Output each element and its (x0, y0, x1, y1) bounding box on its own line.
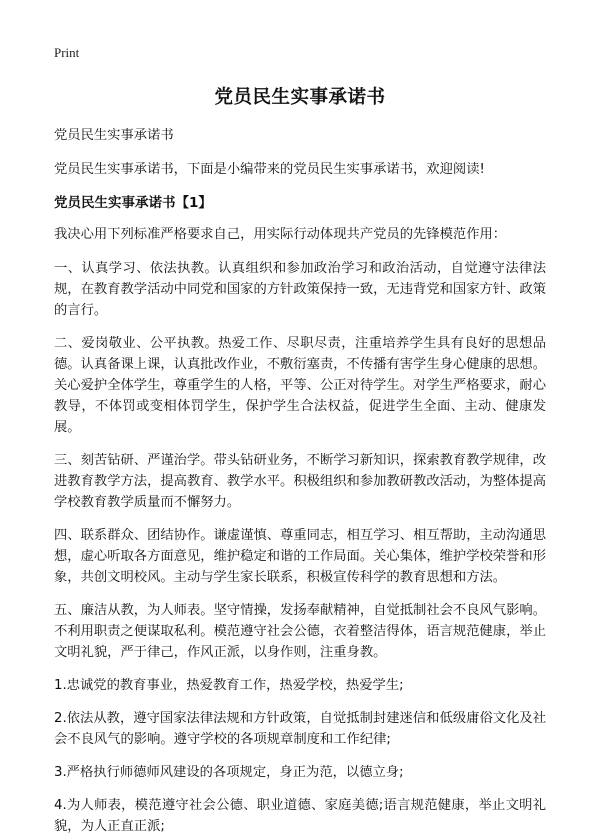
list-item-3: 3.严格执行师德师风建设的各项规定，身正为范，以德立身; (54, 765, 404, 780)
lead-paragraph: 我决心用下列标准严格要求自己，用实际行动体现共产党员的先锋模范作用： (54, 227, 507, 242)
list-item-4: 4.为人师表，模范遵守社会公德、职业道德、家庭美德;语言规范健康，举止文明礼貌，为人正直正派; (54, 798, 546, 834)
paragraph-5: 五、廉洁从教，为人师表。坚守情操，发扬奉献精神，自觉抵制社会不良风气影响。不利用职责之便谋取私利。模范遵守社会公德，衣着整洁得体，语言规范健康，举止文明礼貌，严于律己，作风正派，以身作则，注重身教。 (54, 603, 546, 660)
list-item-2: 2.依法从教，遵守国家法律法规和方针政策，自觉抵制封建迷信和低级庸俗文化及社会不良风气的影响。遵守学校的各项规章制度和工作纪律; (54, 711, 546, 747)
paragraph-1: 一、认真学习、依法执教。认真组织和参加政治学习和政治活动，自觉遵守法律法规，在教育教学活动中同党和国家的方针政策保持一致，无违背党和国家方针、政策的言行。 (54, 261, 546, 318)
print-label: Print (54, 45, 80, 60)
list-item-1: 1.忠诚党的教育事业，热爱教育工作，热爱学校，热爱学生; (54, 678, 404, 693)
document-intro: 党员民生实事承诺书，下面是小编带来的党员民生实事承诺书，欢迎阅读! (54, 162, 485, 177)
paragraph-3: 三、刻苦钻研、严谨治学。带头钻研业务，不断学习新知识，探索教育教学规律，改进教育教学方法，提高教育、教学水平。积极组织和参加教研教改活动，为整体提高学校教育教学质量而不懈努力。 (54, 453, 546, 510)
document-subtitle: 党员民生实事承诺书 (54, 128, 174, 143)
paragraph-4: 四、联系群众、团结协作。谦虚谨慎、尊重同志，相互学习、相互帮助，主动沟通思想，虚心听取各方面意见，维护稳定和谐的工作局面。关心集体，维护学校荣誉和形象，共创文明校风。主动与学生家长联系，积极宣传科学的教育思想和方法。 (54, 528, 546, 585)
paragraph-2: 二、爱岗敬业、公平执教。热爱工作、尽职尽责，注重培养学生具有良好的思想品德。认真备课上课，认真批改作业，不敷衍塞责，不传播有害学生身心健康的思想。关心爱护全体学生，尊重学生的人格，平等、公正对待学生。对学生严格要求，耐心教导，不体罚或变相体罚学生，保护学生合法权益，促进学生全面、主动、健康发展。 (54, 336, 546, 435)
section-heading: 党员民生实事承诺书【1】 (54, 195, 212, 211)
document-title: 党员民生实事承诺书 (214, 87, 386, 108)
